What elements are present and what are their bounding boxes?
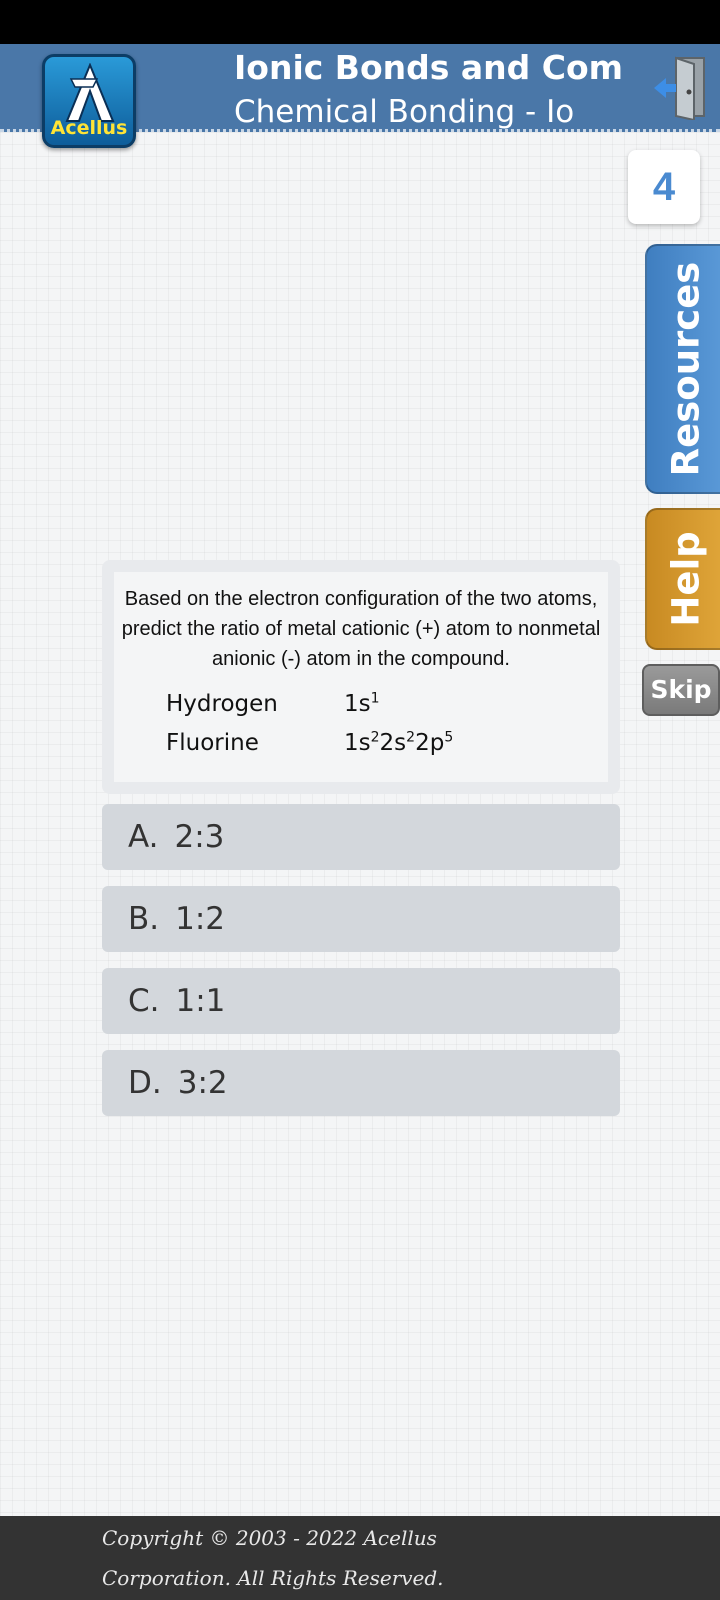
- acellus-logo-icon: [57, 63, 123, 125]
- exit-button[interactable]: [652, 54, 708, 120]
- config-element: Fluorine: [166, 729, 259, 756]
- question-counter: 4: [628, 150, 700, 224]
- answer-option-d[interactable]: [102, 1050, 620, 1116]
- footer: [0, 1516, 720, 1600]
- answer-value: 1:2: [175, 901, 226, 937]
- status-bar: [0, 0, 720, 44]
- answer-value: 3:2: [177, 1065, 228, 1101]
- question-card: [102, 560, 620, 794]
- lesson-title: Ionic Bonds and Com: [234, 48, 624, 87]
- lesson-subtitle: Chemical Bonding - Io: [234, 94, 575, 130]
- acellus-logo[interactable]: [42, 54, 136, 148]
- answer-value: 1:1: [175, 983, 226, 1019]
- electron-config-table: [166, 684, 604, 762]
- question-panel: [114, 572, 608, 782]
- answer-letter: B.: [128, 901, 160, 937]
- config-row: [166, 723, 604, 762]
- skip-button[interactable]: Skip: [642, 664, 720, 716]
- header-bar: [0, 44, 720, 139]
- config-value: $1s^1$: [344, 689, 380, 717]
- answer-letter: D.: [128, 1065, 162, 1101]
- logo-text: Acellus: [50, 117, 128, 139]
- question-text: Based on the electron configuration of the two atoms, predict the ratio of metal cationic (+) atom to nonmetal anionic (-) atom in the compound.: [121, 588, 601, 670]
- answer-option-b[interactable]: [102, 886, 620, 952]
- resources-label: Resources: [664, 261, 708, 477]
- config-element: Hydrogen: [166, 690, 278, 717]
- copyright-line-2: Corporation. All Rights Reserved.: [102, 1566, 444, 1590]
- answer-letter: A.: [128, 819, 159, 855]
- help-label: Help: [664, 531, 708, 627]
- help-tab[interactable]: [645, 508, 720, 650]
- config-value: $1s^22s^22p^5$: [344, 728, 454, 756]
- copyright-line-1: Copyright © 2003 - 2022 Acellus: [102, 1526, 437, 1550]
- resources-tab[interactable]: [645, 244, 720, 494]
- answer-option-c[interactable]: [102, 968, 620, 1034]
- exit-door-icon: [652, 54, 708, 120]
- answer-letter: C.: [128, 983, 160, 1019]
- answer-option-a[interactable]: [102, 804, 620, 870]
- config-row: [166, 684, 604, 723]
- answer-value: 2:3: [174, 819, 225, 855]
